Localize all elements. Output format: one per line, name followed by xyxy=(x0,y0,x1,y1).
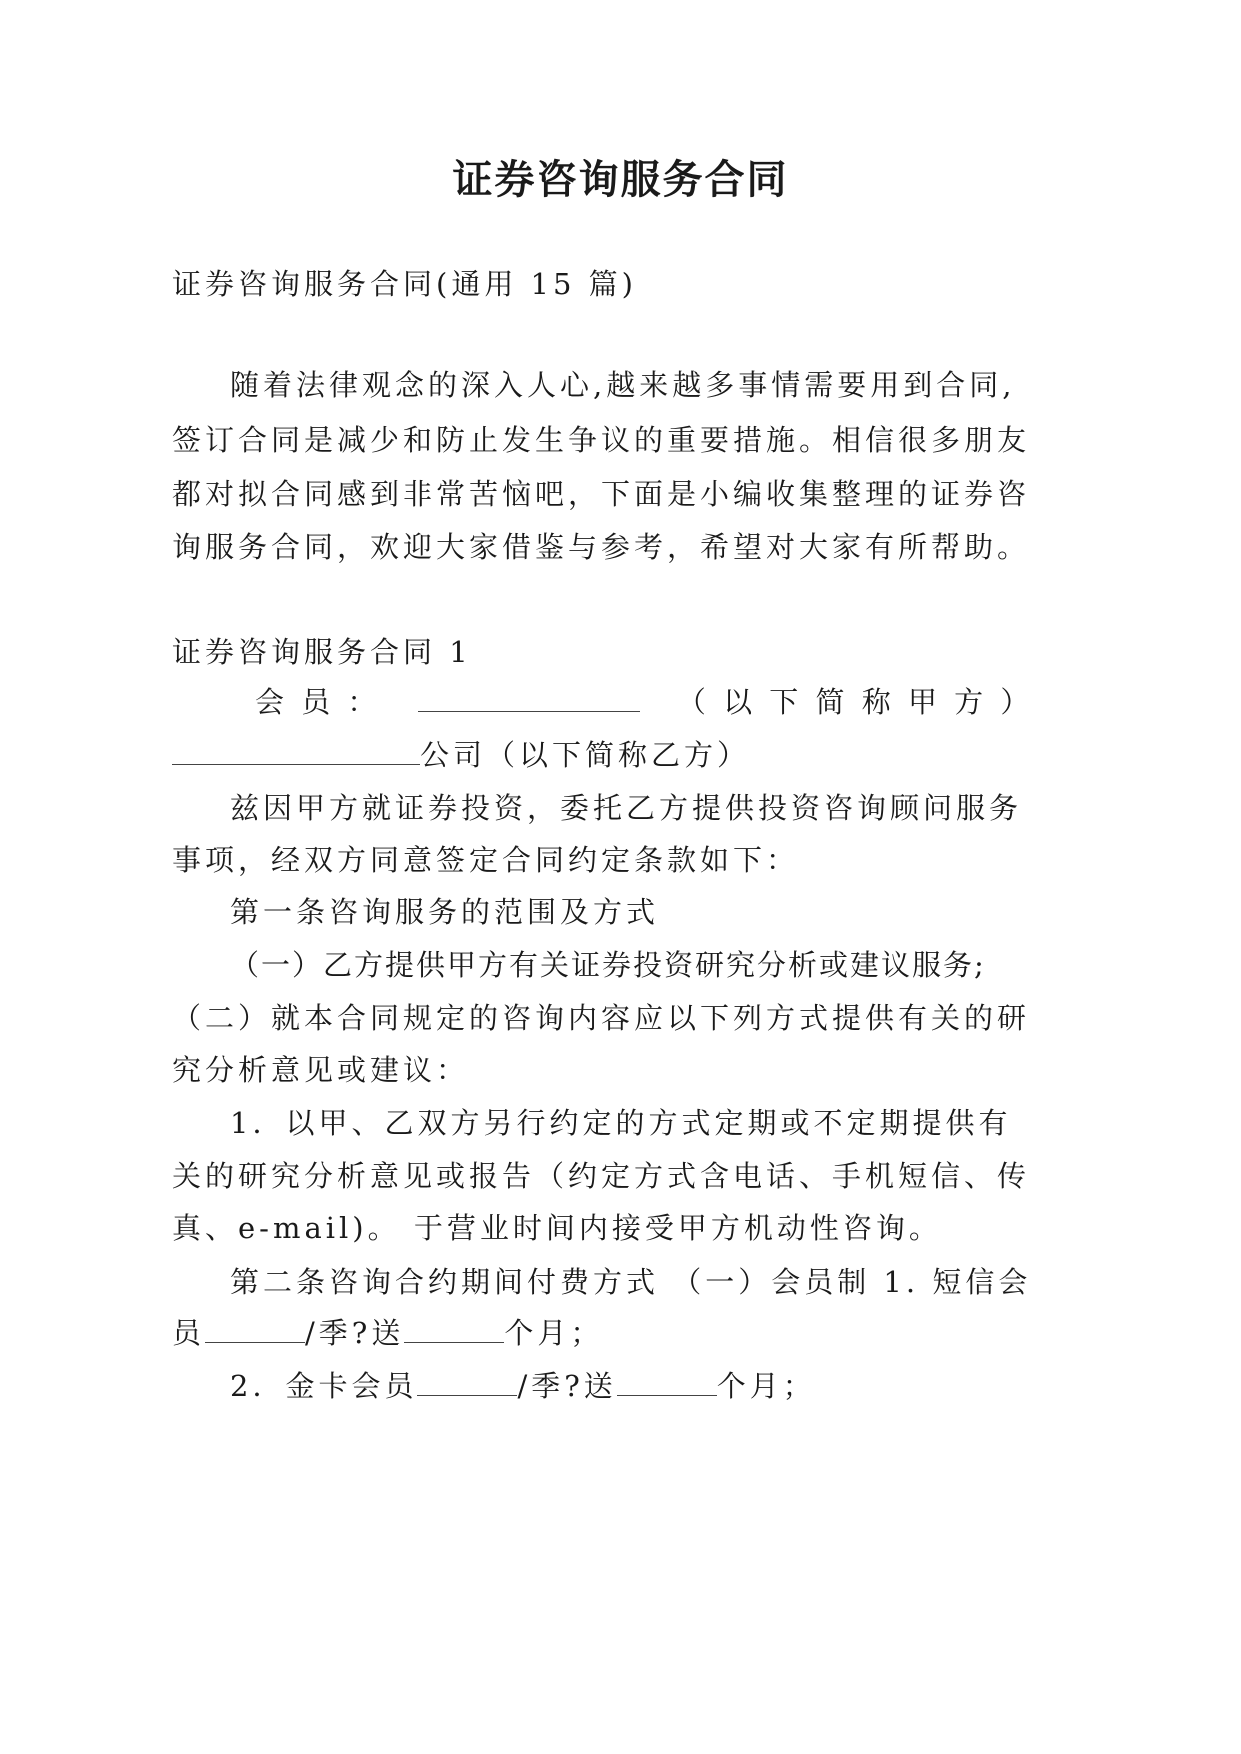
article-2-member-1 xyxy=(172,1313,603,1353)
member-2-months-blank xyxy=(617,1369,717,1396)
member-2-fee-blank xyxy=(417,1369,517,1396)
section-1-heading: 证券咨询服务合同 1 xyxy=(172,635,472,669)
member-1-months-blank xyxy=(404,1316,504,1343)
party-a-suffix: （ 以 下 简 称 甲 方 ） xyxy=(676,685,1034,719)
member-1-fee-blank xyxy=(205,1316,305,1343)
intro-line-1: 随着法律观念的深入人心,越来越多事情需要用到合同, xyxy=(230,368,1016,402)
party-a-line xyxy=(255,682,1033,722)
party-a-blank xyxy=(418,685,640,712)
member-1-months: 个月； xyxy=(504,1316,604,1350)
article-1-point-1-line-2: 关的研究分析意见或报告（约定方式含电话、手机短信、传 xyxy=(172,1159,1031,1193)
article-1-point-1-line-3: 真、e-mail)。 于营业时间内接受甲方机动性咨询。 xyxy=(172,1211,942,1245)
party-b-line xyxy=(172,735,750,775)
article-1-point-1-line-1: 1．以甲、乙双方另行约定的方式定期或不定期提供有 xyxy=(230,1106,1012,1140)
party-a-label: 会 员 ： xyxy=(255,685,381,719)
document-title: 证券咨询服务合同 xyxy=(452,156,789,203)
party-b-blank xyxy=(172,738,420,765)
preamble-line-2: 事项，经双方同意签定合同约定条款如下： xyxy=(172,843,800,877)
preamble-line-1: 兹因甲方就证券投资，委托乙方提供投资咨询顾问服务 xyxy=(230,791,1023,825)
article-2-line-1: 第二条咨询合约期间付费方式 （一）会员制 1. 短信会 xyxy=(230,1265,1032,1299)
member-2-months: 个月； xyxy=(716,1369,816,1403)
party-b-suffix: 公司（以下简称乙方） xyxy=(420,738,751,772)
member-1-per-quarter: /季?送 xyxy=(305,1316,405,1350)
article-1-item-1: （一）乙方提供甲方有关证券投资研究分析或建议服务; xyxy=(230,948,986,982)
article-1-item-2-line-2: 究分析意见或建议： xyxy=(172,1053,470,1087)
intro-line-3: 都对拟合同感到非常苦恼吧，下面是小编收集整理的证券咨 xyxy=(172,477,1031,511)
article-1-item-2-line-1: （二）就本合同规定的咨询内容应以下列方式提供有关的研 xyxy=(172,1001,1031,1035)
member-2-per-quarter: /季?送 xyxy=(517,1369,617,1403)
document-subtitle: 证券咨询服务合同(通用 15 篇) xyxy=(172,267,637,301)
member-2-prefix: 2．金卡会员 xyxy=(230,1369,418,1403)
intro-line-4: 询服务合同，欢迎大家借鉴与参考，希望对大家有所帮助。 xyxy=(172,530,1031,564)
article-1-heading: 第一条咨询服务的范围及方式 xyxy=(230,895,660,929)
article-2-member-2 xyxy=(230,1366,816,1406)
member-1-prefix: 员 xyxy=(172,1316,206,1350)
intro-line-2: 签订合同是减少和防止发生争议的重要措施。相信很多朋友 xyxy=(172,423,1031,457)
